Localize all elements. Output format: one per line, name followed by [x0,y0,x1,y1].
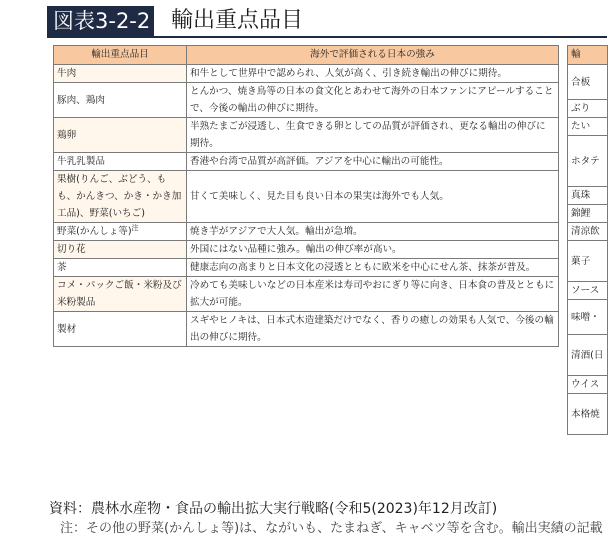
table-row [568,300,608,335]
strength-cell: 健康志向の高まりと日本文化の浸透とともに欧米を中心にせん茶、抹茶が普及。 [187,259,559,277]
item-cell: 製材 [54,312,187,347]
strength-cell: 焼き芋がアジアで大人気。輸出が急増。 [187,223,559,241]
table-row [54,65,559,83]
item-cell: 切り花 [54,241,187,259]
table-row [568,187,608,205]
figure-title: 輸出重点品目 [171,8,304,33]
table-header-row [54,46,559,65]
item-cell: 清酒(日 [568,335,608,376]
strength-cell: 外国にはない品種に強み。輸出の伸び率が高い。 [187,241,559,259]
table-row [54,259,559,277]
item-cell: たい [568,118,608,136]
item-cell: 牛肉 [54,65,187,83]
item-cell: ぶり [568,100,608,118]
item-cell: 錦鯉 [568,205,608,223]
strength-cell: スギやヒノキは、日本式木造建築だけでなく、香りの癒しの効果も人気で、今後の輸出の伸びに期待。 [187,312,559,347]
item-cell: 果樹(りんご、ぶどう、もも、かんきつ、かき・かき加工品)、野菜(いちご) [54,171,187,223]
table-row [568,335,608,376]
table-row [568,100,608,118]
table-header-row [568,46,608,65]
footnote: 注：その他の野菜(かんしょ等)は、ながいも、たまねぎ、キャベツ等を含む。輸出実績の記載 [60,521,603,536]
item-cell: 茶 [54,259,187,277]
table-row [54,241,559,259]
column-header-strength: 海外で評価される日本の強み [187,46,559,65]
item-cell: 牛乳乳製品 [54,153,187,171]
header-rule [47,36,607,38]
strength-cell: 半熟たまごが浸透し、生食できる卵としての品質が評価され、更なる輸出の伸びに期待。 [187,118,559,153]
table-row [568,118,608,136]
item-cell: 合板 [568,65,608,100]
figure-number: 図表3-2-2 [47,6,154,36]
table-row [568,241,608,282]
source-note: 資料：農林水産物・食品の輸出拡大実行戦略(令和5(2023)年12月改訂) [49,501,498,517]
table-row [568,394,608,435]
strength-cell: 甘くて美味しく、見た目も良い日本の果実は海外でも人気。 [187,171,559,223]
table-row [568,65,608,100]
table-row [568,376,608,394]
table-row [568,136,608,187]
item-cell: 味噌・ [568,300,608,335]
table-row [54,171,559,223]
strength-cell: とんかつ、焼き鳥等の日本の食文化とあわせて海外の日本ファンにアピールすることで、今後の輸出の伸びに期待。 [187,83,559,118]
item-cell: 菓子 [568,241,608,282]
table-row [568,223,608,241]
column-header-item: 輸出重点品目 [54,46,187,65]
figure-header [47,6,607,36]
item-cell: 豚肉、鶏肉 [54,83,187,118]
strength-cell: 和牛として世界中で認められ、人気が高く、引き続き輸出の伸びに期待。 [187,65,559,83]
item-cell: ソース [568,282,608,300]
item-cell: ウイス [568,376,608,394]
item-cell: 清涼飲 [568,223,608,241]
table-row [54,277,559,312]
item-cell: コメ・パックご飯・米粉及び米粉製品 [54,277,187,312]
strength-cell: 香港や台湾で品質が高評価。アジアを中心に輸出の可能性。 [187,153,559,171]
table-row [54,83,559,118]
strength-cell: 冷めても美味しいなどの日本産米は寿司やおにぎり等に向き、日本食の普及とともに拡大が可能。 [187,277,559,312]
item-cell: 本格焼 [568,394,608,435]
item-cell: 鶏卵 [54,118,187,153]
table-row [54,153,559,171]
table-row [568,205,608,223]
item-text: 野菜(かんしょ等) [57,226,132,237]
table-row [54,118,559,153]
note-marker: 注 [131,224,139,232]
item-cell [54,223,187,241]
table-row [54,312,559,347]
table-row [54,223,559,241]
item-cell: 真珠 [568,187,608,205]
item-cell: ホタテ [568,136,608,187]
column-header-item: 輸 [568,46,608,65]
export-priority-table-continued [567,45,608,435]
table-row [568,282,608,300]
export-priority-table [53,45,559,347]
